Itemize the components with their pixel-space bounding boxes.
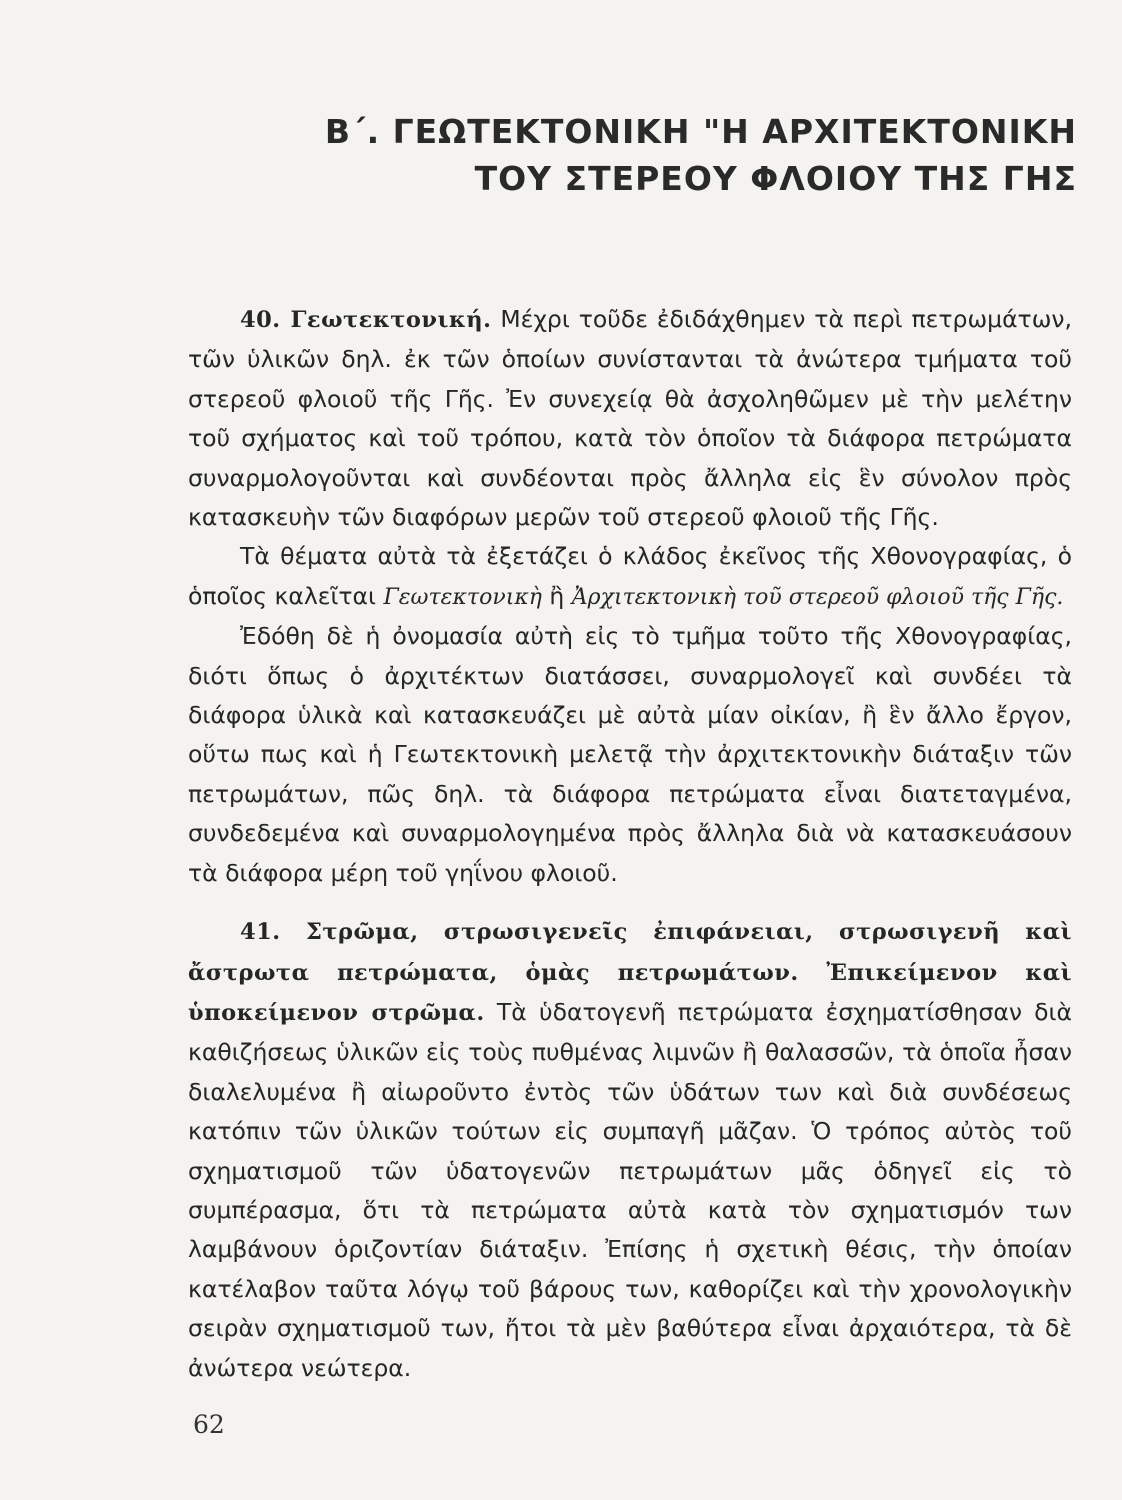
section-40-text-2: Τὰ θέματα αὐτὰ τὰ ἐξετάζει ὁ κλάδος ἐκεῖνος τῆς Χθονογραφίας, ὁ ὁποῖος καλεῖται [188,542,1072,610]
body-text [188,300,1072,1388]
page-number: 62 [193,1410,225,1439]
term-architecture-of-crust: Ἀρχιτεκτονικὴ τοῦ στερεοῦ φλοιοῦ τῆς Γῆς. [571,584,1064,610]
chapter-title [325,108,1077,202]
chapter-title-line-2: ΤΟΥ ΣΤΕΡΕΟΥ ΦΛΟΙΟΥ ΤΗΣ ΓΗΣ [474,159,1077,198]
conjunction-or: ἢ [549,581,565,610]
section-40-heading: 40. Γεωτεκτονική. [240,307,492,333]
chapter-title-line-1: Β΄. ΓΕΩΤΕΚΤΟΝΙΚΗ "Η ΑΡΧΙΤΕΚΤΟΝΙΚΗ [324,112,1077,151]
section-40-paragraph-3: Ἐδόθη δὲ ἡ ὀνομασία αὐτὴ εἰς τὸ τμῆμα τοῦτο τῆς Χθονογραφίας, διότι ὅπως ὁ ἀρχιτέκτων διατάσσει, συναρμολογεῖ καὶ συνδέει τὰ διάφορα ὑλικὰ καὶ κατασκευάζει μὲ αὐτὰ μίαν οἰκίαν, ἢ ἓν ἄλλο ἔργον, οὕτω πως καὶ ἡ Γεωτεκτονικὴ μελετᾷ τὴν ἀρχιτεκτονικὴν διάταξιν τῶν πετρωμάτων, πῶς δηλ. τὰ διάφορα πετρώματα εἶναι διατεταγμένα, συνδεδεμένα καὶ συναρμολογημένα πρὸς ἄλληλα διὰ νὰ κατασκευάσουν τὰ διάφορα μέρη τοῦ γηΐνου φλοιοῦ. [188,622,1072,887]
section-40-paragraph-2 [188,537,1072,617]
section-41-heading: 41. Στρῶμα, στρωσιγενεῖς ἐπιφάνειαι, στρωσιγενῆ καὶ ἄστρωτα πετρώματα, ὁμὰς πετρωμάτων. Ἐπικείμενον καὶ ὑποκείμενον στρῶμα. [188,919,1072,1026]
section-40-text-1: Μέχρι τοῦδε ἐδιδάχθημεν τὰ περὶ πετρωμάτων, τῶν ὑλικῶν δηλ. ἐκ τῶν ὁποίων συνίστανται τὰ ἀνώτερα τμήματα τοῦ στερεοῦ φλοιοῦ τῆς Γῆς. Ἐν συνεχείᾳ θὰ ἀσχοληθῶμεν μὲ τὴν μελέτην τοῦ σχήματος καὶ τοῦ τρόπου, κατὰ τὸν ὁποῖον τὰ διάφορα πετρώματα συναρμολογοῦνται καὶ συνδέονται πρὸς ἄλληλα εἰς ἓν σύνολον πρὸς κατασκευὴν τῶν διαφόρων μερῶν τοῦ στερεοῦ φλοιοῦ τῆς Γῆς. [188,305,1072,532]
section-40-paragraph-1 [188,300,1072,537]
section-41-paragraph-1 [188,912,1072,1388]
section-41-text-1: Τὰ ὑδατογενῆ πετρώματα ἐσχηματίσθησαν διὰ καθιζήσεως ὑλικῶν εἰς τοὺς πυθμένας λιμνῶν ἢ θαλασσῶν, τὰ ὁποῖα ἦσαν διαλελυμένα ἢ αἰωροῦντο ἐντὸς τῶν ὑδάτων των καὶ διὰ συνδέσεως κατόπιν τῶν ὑλικῶν τούτων εἰς συμπαγῆ μᾶζαν. Ὁ τρόπος αὐτὸς τοῦ σχηματισμοῦ τῶν ὑδατογενῶν πετρωμάτων μᾶς ὁδηγεῖ εἰς τὸ συμπέρασμα, ὅτι τὰ πετρώματα αὐτὰ κατὰ τὸν σχηματισμόν των λαμβάνουν ὁριζοντίαν διάταξιν. Ἐπίσης ἡ σχετικὴ θέσις, τὴν ὁποίαν κατέλαβον ταῦτα λόγῳ τοῦ βάρους των, καθορίζει καὶ τὴν χρονολογικὴν σειρὰν σχηματισμοῦ των, ἤτοι τὰ μὲν βαθύτερα εἶναι ἀρχαιότερα, τὰ δὲ ἀνώτερα νεώτερα. [188,997,1072,1382]
term-geotectonics: Γεωτεκτονικὴ [383,584,542,610]
